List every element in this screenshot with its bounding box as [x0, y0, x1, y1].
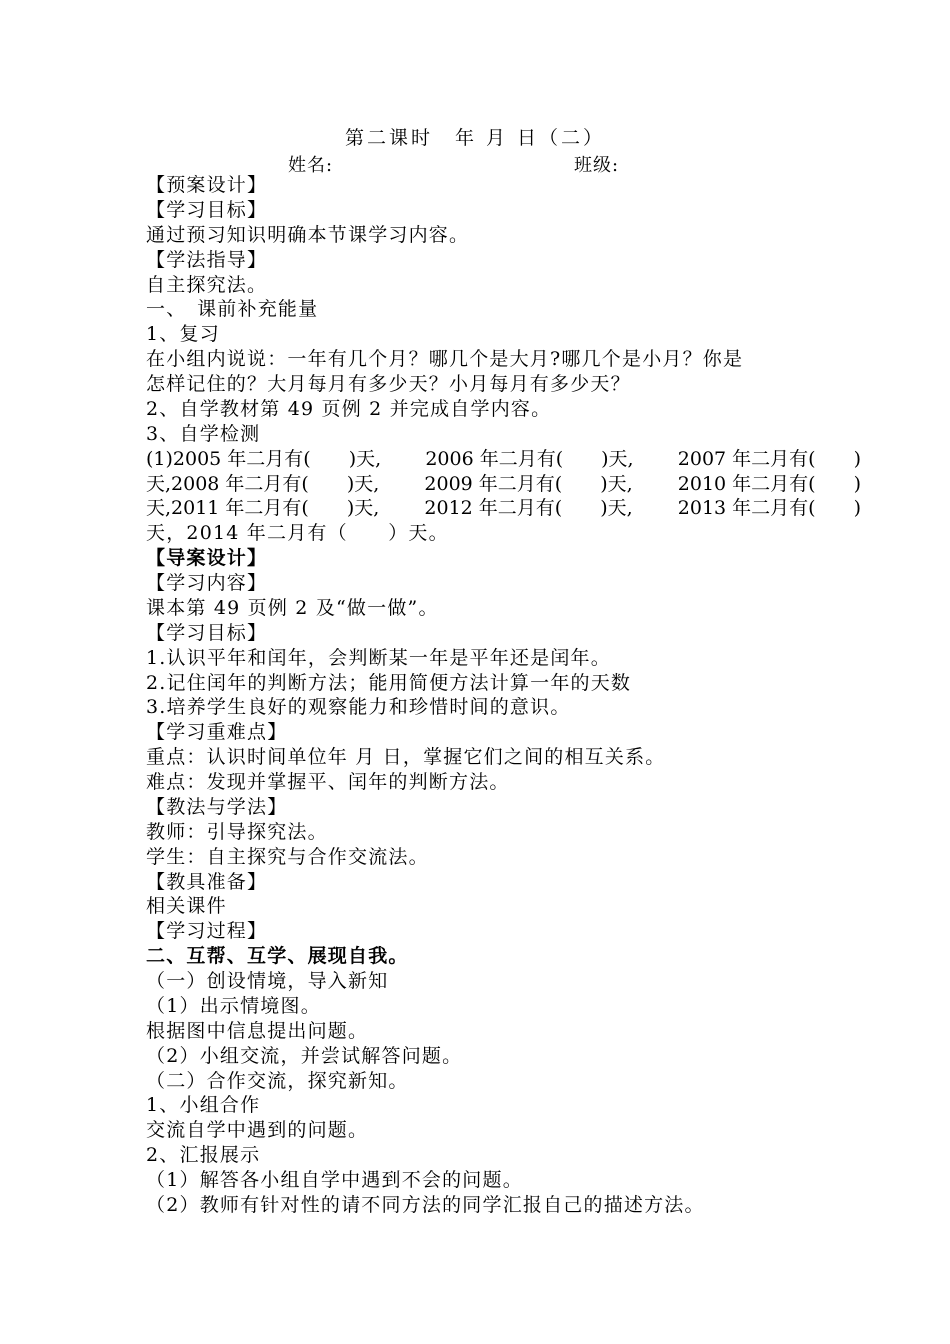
text-line: （2）小组交流，并尝试解答问题。	[146, 1044, 463, 1067]
fill-blank-cell: (1)2005 年二月有( )天,	[146, 447, 382, 470]
fill-blank-cell: 2012 年二月有( )天,	[424, 497, 633, 520]
text-line: 二、互帮、互学、展现自我。	[146, 945, 409, 968]
text-line: 【教法与学法】	[146, 795, 288, 818]
text-line: 课本第 49 页例 2 及“做一做”。	[146, 596, 439, 619]
fill-blank-row	[146, 472, 861, 497]
text-line: 【学习重难点】	[146, 721, 288, 744]
text-line: （二）合作交流，探究新知。	[146, 1069, 409, 1092]
text-line: 【学法指导】	[146, 248, 268, 271]
text-line: 相关课件	[146, 895, 227, 918]
text-line: （1）解答各小组自学中遇到不会的问题。	[146, 1169, 523, 1191]
text-line: 一、 课前补充能量	[146, 298, 319, 321]
text-line: 【导案设计】	[146, 547, 268, 570]
class-label: 班级:	[574, 155, 620, 176]
text-line: 自主探究法。	[146, 273, 268, 296]
name-label: 姓名:	[288, 155, 334, 176]
text-line: （1）出示情境图。	[146, 994, 321, 1017]
text-line: 【学习过程】	[146, 920, 268, 943]
text-line: 1、小组合作	[146, 1094, 261, 1117]
text-line: 通过预习知识明确本节课学习内容。	[146, 223, 470, 246]
text-line: 根据图中信息提出问题。	[146, 1019, 369, 1042]
text-line: 【预案设计】	[146, 174, 268, 196]
text-line: 【学习目标】	[146, 621, 268, 644]
text-line: 在小组内说说：一年有几个月？哪几个是大月?哪几个是小月？你是	[146, 348, 744, 371]
text-line: 3.培养学生良好的观察能力和珍惜时间的意识。	[146, 696, 571, 719]
text-line: 难点：发现并掌握平、闰年的判断方法。	[146, 771, 510, 793]
text-line: 【学习内容】	[146, 572, 268, 594]
fill-blank-cell: 2009 年二月有( )天,	[424, 472, 633, 495]
text-line: 【学习目标】	[146, 198, 268, 221]
preview-section	[146, 173, 861, 447]
text-line: 1.认识平年和闰年，会判断某一年是平年还是闰年。	[146, 646, 611, 669]
text-line: 交流自学中遇到的问题。	[146, 1119, 369, 1142]
text-line: 1、复习	[146, 323, 220, 346]
fill-blank-cell: 2006 年二月有( )天,	[425, 447, 634, 470]
text-line: 2.记住闰年的判断方法；能用简便方法计算一年的天数	[146, 671, 632, 694]
text-line: （2）教师有针对性的请不同方法的同学汇报自己的描述方法。	[146, 1193, 705, 1216]
text-line: 3、自学检测	[146, 422, 261, 445]
text-line: 学生：自主探究与合作交流法。	[146, 845, 429, 868]
fill-blank-cell: 2007 年二月有( )	[677, 447, 861, 470]
text-line: 【教具准备】	[146, 870, 268, 893]
self-test-fill-blanks	[146, 447, 861, 522]
lesson-title: 第二课时 年 月 日（二）	[344, 127, 606, 149]
fill-blank-row	[146, 496, 861, 521]
text-line: 重点：认识时间单位年 月 日，掌握它们之间的相互关系。	[146, 746, 666, 769]
fill-blank-row	[146, 447, 861, 472]
fill-blank-cell: 天,2008 年二月有( )天,	[146, 472, 380, 495]
text-line: （一）创设情境，导入新知	[146, 970, 389, 992]
fill-blank-cell: 天,2011 年二月有( )天,	[146, 497, 380, 520]
text-line: 2、汇报展示	[146, 1144, 261, 1167]
fill-blank-cell: 2013 年二月有( )	[677, 497, 861, 520]
text-line: 天，2014 年二月有（ ）天。	[146, 522, 449, 545]
text-line: 2、自学教材第 49 页例 2 并完成自学内容。	[146, 397, 552, 420]
guide-section	[146, 521, 861, 1218]
text-line: 怎样记住的？大月每月有多少天？小月每月有多少天？	[146, 373, 631, 395]
document-body	[146, 173, 861, 1218]
fill-blank-cell: 2010 年二月有( )	[677, 472, 861, 495]
text-line: 教师：引导探究法。	[146, 820, 328, 843]
